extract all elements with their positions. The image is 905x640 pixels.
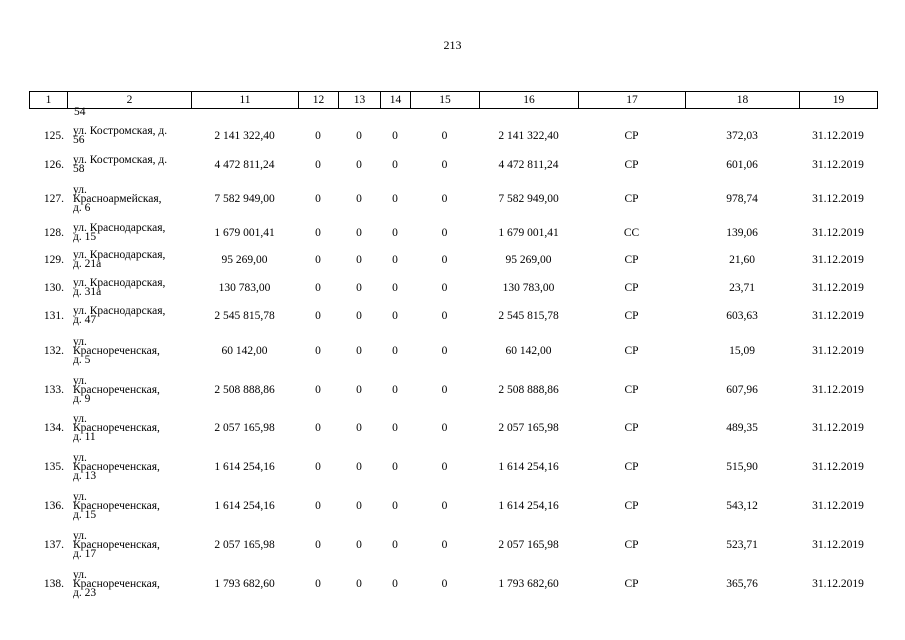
value-13: 0 bbox=[356, 500, 362, 512]
value-13: 0 bbox=[356, 461, 362, 473]
value-15: 0 bbox=[441, 227, 448, 239]
address-line: ул. bbox=[73, 335, 87, 348]
row-number: 135. bbox=[43, 461, 64, 473]
date-19: 31.12.2019 bbox=[812, 422, 864, 434]
address-line: ул. Краснодарская, bbox=[73, 249, 166, 261]
code-17: СР bbox=[624, 539, 639, 551]
value-13: 0 bbox=[356, 422, 362, 434]
column-header-18: 18 bbox=[686, 92, 800, 109]
address-cell bbox=[67, 448, 191, 486]
data-table bbox=[29, 108, 877, 604]
address-cell bbox=[67, 302, 191, 330]
code-17: СР bbox=[624, 500, 639, 512]
value-18: 139,06 bbox=[726, 227, 758, 239]
code-17: СР bbox=[624, 254, 639, 266]
address-line: Красноармейская, bbox=[73, 192, 162, 205]
value-14: 0 bbox=[392, 578, 398, 590]
value-15: 0 bbox=[441, 254, 448, 266]
value-13: 0 bbox=[356, 159, 362, 171]
amount-11: 1 793 682,60 bbox=[214, 578, 275, 590]
table-row bbox=[29, 152, 877, 178]
column-header-2: 2 bbox=[68, 92, 192, 109]
amount-11: 130 783,00 bbox=[218, 282, 271, 294]
address-line: д. 11 bbox=[73, 430, 96, 443]
value-14: 0 bbox=[392, 500, 398, 512]
value-18: 523,71 bbox=[726, 539, 758, 551]
address-cell bbox=[67, 408, 191, 448]
column-header-1: 1 bbox=[30, 92, 68, 109]
value-15: 0 bbox=[441, 130, 448, 142]
amount-11: 4 472 811,24 bbox=[214, 159, 275, 171]
row-number: 133. bbox=[43, 384, 64, 396]
code-17: СР bbox=[624, 422, 639, 434]
row-number: 127. bbox=[43, 193, 64, 205]
code-17: СР bbox=[624, 310, 639, 322]
value-14: 0 bbox=[392, 282, 398, 294]
table-row bbox=[29, 302, 877, 330]
value-12: 0 bbox=[315, 254, 321, 266]
date-19: 31.12.2019 bbox=[812, 130, 864, 142]
amount-11: 1 614 254,16 bbox=[214, 461, 275, 473]
value-14: 0 bbox=[392, 384, 398, 396]
value-14: 0 bbox=[392, 159, 398, 171]
address-cell bbox=[67, 564, 191, 604]
value-13: 0 bbox=[356, 384, 362, 396]
table-row bbox=[29, 372, 877, 408]
value-15: 0 bbox=[441, 539, 448, 551]
value-18: 543,12 bbox=[726, 500, 758, 512]
value-18: 515,90 bbox=[726, 461, 758, 473]
amount-11: 95 269,00 bbox=[221, 254, 268, 266]
code-17: СР bbox=[624, 193, 639, 205]
value-18: 489,35 bbox=[726, 422, 758, 434]
address-cell bbox=[67, 486, 191, 526]
table-row bbox=[29, 408, 877, 448]
value-14: 0 bbox=[392, 310, 398, 322]
address-cell bbox=[67, 220, 191, 246]
value-13: 0 bbox=[356, 193, 362, 205]
address-line: д. 23 bbox=[73, 586, 97, 599]
value-18: 978,74 bbox=[726, 193, 758, 205]
address-line: ул. Костромская, д. bbox=[73, 125, 168, 137]
amount-16: 95 269,00 bbox=[505, 254, 552, 266]
amount-11: 2 057 165,98 bbox=[214, 539, 275, 551]
page-number: 213 bbox=[443, 38, 462, 52]
address-cell bbox=[67, 152, 191, 178]
value-18: 23,71 bbox=[729, 282, 755, 294]
address-line: д. 21а bbox=[73, 258, 102, 270]
value-15: 0 bbox=[441, 422, 448, 434]
address-cell bbox=[67, 274, 191, 302]
amount-16: 7 582 949,00 bbox=[498, 193, 559, 205]
amount-11: 2 057 165,98 bbox=[214, 422, 275, 434]
amount-11: 1 614 254,16 bbox=[214, 500, 275, 512]
table-row bbox=[29, 178, 877, 220]
address-line: Краснореченская, bbox=[73, 499, 160, 512]
address-line: Краснореченская, bbox=[73, 383, 160, 396]
value-12: 0 bbox=[315, 539, 321, 551]
value-18: 607,96 bbox=[726, 384, 758, 396]
address-cell bbox=[67, 178, 191, 220]
amount-16: 1 793 682,60 bbox=[498, 578, 559, 590]
value-15: 0 bbox=[441, 384, 448, 396]
table-row bbox=[29, 564, 877, 604]
address-line: ул. Костромская, д. bbox=[73, 154, 168, 166]
amount-11: 2 508 888,86 bbox=[214, 384, 275, 396]
code-17: СР bbox=[624, 345, 639, 357]
amount-16: 1 679 001,41 bbox=[498, 227, 559, 239]
row-number: 129. bbox=[43, 254, 64, 266]
amount-16: 1 614 254,16 bbox=[498, 461, 559, 473]
amount-16: 1 614 254,16 bbox=[498, 500, 559, 512]
address-line: д. 13 bbox=[73, 469, 97, 482]
address-line: Краснореченская, bbox=[73, 577, 160, 590]
code-17: СС bbox=[623, 227, 640, 239]
value-12: 0 bbox=[315, 578, 321, 590]
code-17: СР bbox=[624, 282, 639, 294]
address-line: Краснореченская, bbox=[73, 344, 160, 357]
date-19: 31.12.2019 bbox=[812, 345, 864, 357]
address-line: Краснореченская, bbox=[73, 421, 160, 434]
value-14: 0 bbox=[392, 193, 398, 205]
table-row bbox=[29, 120, 877, 152]
row-number: 131. bbox=[43, 310, 64, 322]
column-header-15: 15 bbox=[411, 92, 480, 109]
row-number: 134. bbox=[43, 422, 64, 434]
code-17: СР bbox=[624, 578, 639, 590]
amount-16: 2 141 322,40 bbox=[498, 130, 559, 142]
value-12: 0 bbox=[315, 130, 321, 142]
column-header-19: 19 bbox=[800, 92, 878, 109]
row-number: 138. bbox=[43, 578, 64, 590]
value-18: 15,09 bbox=[729, 345, 755, 357]
table-row bbox=[29, 330, 877, 372]
value-12: 0 bbox=[315, 422, 321, 434]
address-line: ул. Краснодарская, bbox=[73, 305, 166, 317]
address-line: ул. bbox=[73, 529, 87, 542]
column-header-12: 12 bbox=[299, 92, 339, 109]
value-18: 601,06 bbox=[726, 159, 758, 171]
value-12: 0 bbox=[315, 345, 321, 357]
address-line: 56 bbox=[73, 134, 85, 146]
amount-16: 2 545 815,78 bbox=[498, 310, 559, 322]
address-line: ул. bbox=[73, 412, 87, 425]
value-15: 0 bbox=[441, 282, 448, 294]
address-line: д. 9 bbox=[73, 392, 91, 405]
date-19: 31.12.2019 bbox=[812, 310, 864, 322]
column-header-13: 13 bbox=[339, 92, 381, 109]
date-19: 31.12.2019 bbox=[812, 539, 864, 551]
value-13: 0 bbox=[356, 345, 362, 357]
address-line: ул. bbox=[73, 374, 87, 387]
address-line: д. 6 bbox=[73, 201, 91, 214]
value-14: 0 bbox=[392, 227, 398, 239]
date-19: 31.12.2019 bbox=[812, 227, 864, 239]
amount-16: 4 472 811,24 bbox=[498, 159, 559, 171]
address-cell bbox=[67, 246, 191, 274]
row-number: 137. bbox=[43, 539, 64, 551]
table-row bbox=[29, 448, 877, 486]
address-line: д. 47 bbox=[73, 314, 97, 326]
amount-16: 2 057 165,98 bbox=[498, 539, 559, 551]
date-19: 31.12.2019 bbox=[812, 500, 864, 512]
value-12: 0 bbox=[315, 384, 321, 396]
table-row bbox=[29, 246, 877, 274]
date-19: 31.12.2019 bbox=[812, 159, 864, 171]
value-13: 0 bbox=[356, 130, 362, 142]
date-19: 31.12.2019 bbox=[812, 461, 864, 473]
value-14: 0 bbox=[392, 345, 398, 357]
address-cell bbox=[67, 372, 191, 408]
value-13: 0 bbox=[356, 227, 362, 239]
amount-11: 2 141 322,40 bbox=[214, 130, 275, 142]
address-line: ул. bbox=[73, 451, 87, 464]
value-14: 0 bbox=[392, 422, 398, 434]
value-12: 0 bbox=[315, 500, 321, 512]
column-header-17: 17 bbox=[579, 92, 686, 109]
value-18: 21,60 bbox=[729, 254, 755, 266]
address-line: д. 17 bbox=[73, 547, 97, 560]
value-13: 0 bbox=[356, 282, 362, 294]
address-line: ул. Краснодарская, bbox=[73, 277, 166, 289]
value-18: 372,03 bbox=[726, 130, 758, 142]
amount-16: 60 142,00 bbox=[505, 345, 552, 357]
value-12: 0 bbox=[315, 461, 321, 473]
code-17: СР bbox=[624, 461, 639, 473]
value-13: 0 bbox=[356, 578, 362, 590]
amount-11: 1 679 001,41 bbox=[214, 227, 275, 239]
value-15: 0 bbox=[441, 500, 448, 512]
table-body bbox=[29, 108, 877, 604]
amount-11: 7 582 949,00 bbox=[214, 193, 275, 205]
value-15: 0 bbox=[441, 193, 448, 205]
table-row bbox=[29, 220, 877, 246]
value-14: 0 bbox=[392, 461, 398, 473]
value-18: 365,76 bbox=[726, 578, 758, 590]
value-15: 0 bbox=[441, 159, 448, 171]
row-number: 125. bbox=[43, 130, 64, 142]
date-19: 31.12.2019 bbox=[812, 282, 864, 294]
address-line: ул. bbox=[73, 568, 87, 581]
value-12: 0 bbox=[315, 159, 321, 171]
row-number: 136. bbox=[43, 500, 64, 512]
value-12: 0 bbox=[315, 227, 321, 239]
address-line: ул. bbox=[73, 490, 87, 503]
address-line: д. 31а bbox=[73, 286, 102, 298]
address-line: ул. Краснодарская, bbox=[73, 222, 166, 234]
value-15: 0 bbox=[441, 578, 448, 590]
value-18: 603,63 bbox=[726, 310, 758, 322]
address-line: 58 bbox=[73, 163, 85, 175]
table-row bbox=[29, 486, 877, 526]
continuation-text: 54 bbox=[74, 106, 86, 118]
value-14: 0 bbox=[392, 539, 398, 551]
value-12: 0 bbox=[315, 193, 321, 205]
value-15: 0 bbox=[441, 310, 448, 322]
value-12: 0 bbox=[315, 310, 321, 322]
row-number: 130. bbox=[43, 282, 64, 294]
address-cell bbox=[67, 330, 191, 372]
table-row bbox=[29, 274, 877, 302]
address-line: д. 15 bbox=[73, 231, 97, 243]
value-14: 0 bbox=[392, 254, 398, 266]
address-line: д. 15 bbox=[73, 508, 97, 521]
date-19: 31.12.2019 bbox=[812, 578, 864, 590]
value-13: 0 bbox=[356, 254, 362, 266]
table-row bbox=[29, 526, 877, 564]
value-13: 0 bbox=[356, 310, 362, 322]
column-header-11: 11 bbox=[192, 92, 299, 109]
date-19: 31.12.2019 bbox=[812, 384, 864, 396]
address-line: ул. bbox=[73, 183, 87, 196]
code-17: СР bbox=[624, 130, 639, 142]
row-number: 126. bbox=[43, 159, 64, 171]
value-14: 0 bbox=[392, 130, 398, 142]
column-header-14: 14 bbox=[381, 92, 411, 109]
amount-11: 2 545 815,78 bbox=[214, 310, 275, 322]
column-header-16: 16 bbox=[480, 92, 579, 109]
value-13: 0 bbox=[356, 539, 362, 551]
amount-16: 2 508 888,86 bbox=[498, 384, 559, 396]
amount-16: 2 057 165,98 bbox=[498, 422, 559, 434]
code-17: СР bbox=[624, 159, 639, 171]
row-number: 128. bbox=[43, 227, 64, 239]
column-header-row bbox=[29, 91, 878, 109]
amount-16: 130 783,00 bbox=[502, 282, 555, 294]
value-15: 0 bbox=[441, 461, 448, 473]
date-19: 31.12.2019 bbox=[812, 193, 864, 205]
address-line: Краснореченская, bbox=[73, 460, 160, 473]
address-line: д. 5 bbox=[73, 353, 91, 366]
date-19: 31.12.2019 bbox=[812, 254, 864, 266]
address-cell bbox=[67, 526, 191, 564]
address-cell bbox=[67, 120, 191, 152]
code-17: СР bbox=[624, 384, 639, 396]
address-line: Краснореченская, bbox=[73, 538, 160, 551]
amount-11: 60 142,00 bbox=[221, 345, 268, 357]
row-number: 132. bbox=[43, 345, 64, 357]
value-12: 0 bbox=[315, 282, 321, 294]
value-15: 0 bbox=[441, 345, 448, 357]
